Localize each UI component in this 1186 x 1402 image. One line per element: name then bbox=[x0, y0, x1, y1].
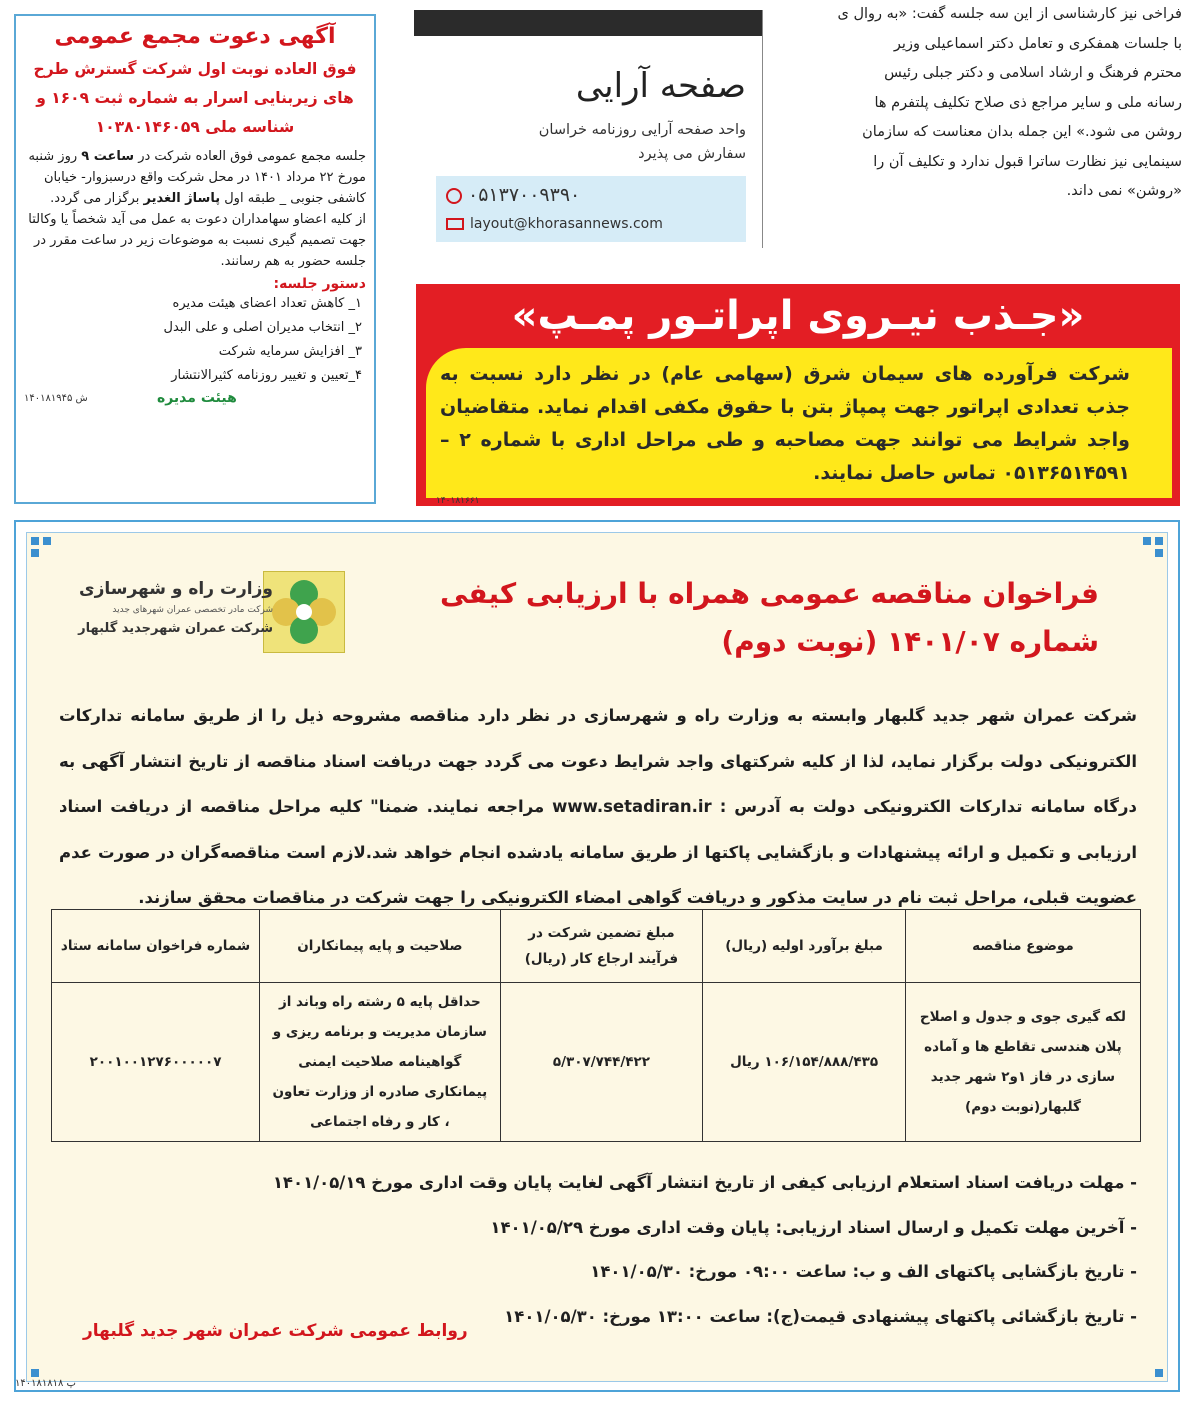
corner-decoration bbox=[1155, 537, 1163, 545]
pump-ad-panel bbox=[426, 348, 1172, 498]
pump-ad-headline: «جـذب نیـروی اپراتـور پمـپ» bbox=[511, 293, 1085, 339]
column-line: رسانه ملی و سایر مراجع ذی صلاح تکلیف پلتفرم ها bbox=[874, 94, 1182, 111]
column-line: فراخی نیز کارشناسی از این سه جلسه گفت: «به روال ی bbox=[837, 6, 1182, 22]
layout-email bbox=[446, 216, 663, 232]
company-name: شرکت عمران شهرجدید گلبهار bbox=[78, 621, 273, 636]
table-row bbox=[52, 983, 1141, 1142]
general-assembly-notice bbox=[14, 14, 376, 504]
layout-phone-number: ۰۵۱۳۷۰۰۹۳۹۰ bbox=[468, 184, 581, 206]
ministry-emblem-icon bbox=[263, 571, 345, 653]
layout-subtitle-line: واحد صفحه آرایی روزنامه خراسان bbox=[538, 122, 746, 138]
table-cell-estimate: ۱۰۶/۱۵۴/۸۸۸/۴۳۵ ریال bbox=[703, 983, 906, 1142]
tender-ad bbox=[14, 520, 1180, 1392]
column-line: روشن می شود.» این جمله بدان معناست که سازمان bbox=[862, 124, 1182, 140]
column-line: سینمایی نیز نظارت ساترا قبول ندارد و تکلیف آن را bbox=[873, 153, 1182, 170]
agenda-item: ۳_ افزایش سرمایه شرکت bbox=[218, 344, 362, 359]
deadline-item: - تاریخ بازگشائی پاکتهای پیشنهادی قیمت(ج): ساعت ۱۳:۰۰ مورخ: ۱۴۰۱/۰۵/۳۰ bbox=[504, 1306, 1137, 1326]
column-header: موضوع مناقصه bbox=[905, 910, 1140, 983]
notice-subtitle bbox=[24, 55, 366, 142]
public-relations-signature: روابط عمومی شرکت عمران شهر جدید گلبهار bbox=[83, 1321, 468, 1341]
table-cell-qualification: حداقل پایه ۵ رشته راه وباند از سازمان مدیریت و برنامه ریزی و گواهینامه صلاحیت ایمنی پیمانکاری صادره از وزارت تعاون ، کار و رفاه اجتماعی bbox=[260, 983, 501, 1142]
table-cell-tender-number: ۲۰۰۱۰۰۱۲۷۶۰۰۰۰۰۷ bbox=[52, 983, 260, 1142]
notice-body-text: جلسه مجمع عمومی فوق العاده شرکت در bbox=[138, 149, 366, 164]
notice-body bbox=[24, 146, 366, 272]
column-header: مبلغ برآورد اولیه (ریال) bbox=[703, 910, 906, 983]
agenda-item: ۱_ کاهش تعداد اعضای هیئت مدیره bbox=[172, 296, 362, 311]
corner-decoration bbox=[1155, 549, 1163, 557]
pump-ad-code: ۱۴۰۱۸۱۶۶۱ bbox=[436, 496, 480, 506]
column-header: شماره فراخوان سامانه ستاد bbox=[52, 910, 260, 983]
notice-code: ۱۴۰۱۸۱۹۴۵ ش bbox=[24, 392, 88, 404]
column-line: محترم فرهنگ و ارشاد اسلامی و دکتر جبلی رئیس bbox=[884, 65, 1182, 81]
tender-table bbox=[51, 909, 1141, 1142]
layout-contact-panel bbox=[436, 176, 746, 242]
phone-icon bbox=[446, 188, 462, 204]
corner-decoration bbox=[31, 537, 39, 545]
layout-header-bar bbox=[414, 10, 762, 36]
notice-signature: هیئت مدیره bbox=[156, 390, 237, 406]
notice-subtitle-line: شناسه ملی ۱۰۳۸۰۱۴۶۰۵۹ bbox=[95, 118, 295, 136]
tender-deadlines bbox=[97, 1161, 1137, 1339]
notice-subtitle-line: های زیربنایی اسرار به شماره ثبت ۱۶۰۹ و bbox=[36, 89, 354, 107]
column-line: «روشن» نمی داند. bbox=[1066, 183, 1182, 199]
notice-body-text: برگزار می گردد. bbox=[50, 191, 140, 206]
corner-decoration bbox=[31, 549, 39, 557]
agenda-item: ۲_ انتخاب مدیران اصلی و علی البدل bbox=[163, 320, 362, 335]
table-cell-subject: لکه گیری جوی و جدول و اصلاح پلان هندسی تقاطع ها و آماده سازی در فاز ۱و۲ شهر جدید گلبهار(نوبت دوم) bbox=[905, 983, 1140, 1142]
layout-subtitle-line: سفارش می پذیرد bbox=[638, 146, 746, 162]
deadline-item: - مهلت دریافت اسناد استعلام ارزیابی کیفی از تاریخ انتشار آگهی لغایت پایان وقت اداری مورخ ۱۴۰۱/۰۵/۱۹ bbox=[272, 1173, 1137, 1192]
deadline-item: - تاریخ بازگشایی پاکتهای الف و ب: ساعت ۰۹:۰۰ مورخ: ۱۴۰۱/۰۵/۳۰ bbox=[590, 1262, 1137, 1281]
agenda-item: ۴_تعیین و تغییر روزنامه کثیرالانتشار bbox=[171, 368, 362, 383]
notice-title: آگهی دعوت مجمع عمومی bbox=[54, 24, 336, 49]
tender-intro: شرکت عمران شهر جدید گلبهار وابسته به وزارت راه و شهرسازی در نظر دارد مناقصه مشروحه ذیل را از طریق سامانه تدارکات الکترونیکی دولت برگزار نماید، لذا از کلیه شرکتهای واجد شرایط دعوت می گردد جهت دریافت اسناد مناقصه از تاریخ انتشار آگهی به درگاه سامانه تدارکات الکترونیکی دولت به آدرس : www.setadiran.ir مراجعه نمایند. ضمنا" کلیه مراحل مناقصه از دریافت اسناد ارزیابی و تکمیل و ارائه پیشنهادات و بازگشایی پاکتها از طریق سامانه یادشده انجام خواهد شد.لازم است مناقصه‌گران در صورت عدم عضویت قبلی، مراحل ثبت نام در سایت مذکور و دریافت گواهی امضاء الکترونیکی را جهت شرکت در مناقصات محقق سازند. bbox=[59, 706, 1137, 907]
article-column-text bbox=[780, 0, 1182, 212]
notice-body-time: ساعت ۹ bbox=[81, 149, 135, 164]
table-header-row bbox=[52, 910, 1141, 983]
table-cell-guarantee: ۵/۳۰۷/۷۴۴/۴۲۲ bbox=[500, 983, 703, 1142]
agenda-title: دستور جلسه: bbox=[273, 276, 366, 292]
pump-ad-body: شرکت فرآورده های سیمان شرق (سهامی عام) در نظر دارد نسبت به جذب تعدادی اپراتور جهت پمپاژ بتن با حقوق مکفی اقدام نماید. متقاضیان واجد شرایط می توانند جهت مصاحبه و طی مراحل اداری با شماره ۲ – ۰۵۱۳۶۵۱۴۵۹۱ تماس حاصل نمایند. bbox=[440, 363, 1130, 484]
notice-body-invite: از کلیه اعضاو سهامداران دعوت به عمل می آید شخصاً یا وکالتا جهت تصمیم گیری نسبت به موضوعات زیر در ساعت مقرر در جلسه حضور به هم رسانند. bbox=[28, 212, 366, 269]
corner-decoration bbox=[43, 537, 51, 545]
mail-icon bbox=[446, 218, 464, 230]
layout-email-address: layout@khorasannews.com bbox=[470, 216, 663, 232]
tender-inner-panel bbox=[15, 532, 1168, 1389]
parent-company-name: شرکت مادر تخصصی عمران شهرهای جدید bbox=[112, 605, 273, 615]
layout-phone bbox=[446, 184, 580, 206]
pump-operator-ad bbox=[416, 284, 1180, 506]
column-header: صلاحیت و پایه پیمانکاران bbox=[260, 910, 501, 983]
tender-code: ۱۴۰۱۸۱۸۱۸ پ bbox=[15, 1378, 76, 1389]
column-line: با جلسات همفکری و تعامل دکتر اسماعیلی وزیر bbox=[893, 35, 1182, 52]
notice-footer bbox=[24, 390, 366, 406]
tender-number: شماره ۱۴۰۱/۰۷ (نوبت دوم) bbox=[721, 625, 1099, 658]
layout-subtitle bbox=[539, 118, 746, 166]
column-header: مبلغ تضمین شرکت در فرآیند ارجاع کار (ریال) bbox=[500, 910, 703, 983]
tender-heading: فراخوان مناقصه عمومی همراه با ارزیابی کیفی bbox=[439, 577, 1099, 610]
deadline-item: - آخرین مهلت تکمیل و ارسال اسناد ارزیابی: پایان وقت اداری مورخ ۱۴۰۱/۰۵/۲۹ bbox=[490, 1217, 1137, 1237]
notice-body-text: روز شنبه مورخ ۲۲ مرداد ۱۴۰۱ در محل شرکت واقع درسبزوار- خیابان کاشفی جنوبی _ طبقه اول bbox=[28, 149, 366, 206]
notice-subtitle-line: فوق العاده نوبت اول شرکت گسترش طرح bbox=[33, 60, 357, 78]
notice-body-place: پاساژ الغدیر bbox=[143, 191, 221, 206]
agenda-list bbox=[24, 292, 366, 388]
layout-title: صفحه آرایی bbox=[575, 66, 746, 106]
corner-decoration bbox=[31, 1369, 39, 1377]
corner-decoration bbox=[1143, 537, 1151, 545]
ministry-name: وزارت راه و شهرسازی bbox=[78, 579, 273, 599]
layout-service-box bbox=[414, 10, 763, 248]
corner-decoration bbox=[1155, 1369, 1163, 1377]
ministry-logo bbox=[73, 559, 373, 659]
